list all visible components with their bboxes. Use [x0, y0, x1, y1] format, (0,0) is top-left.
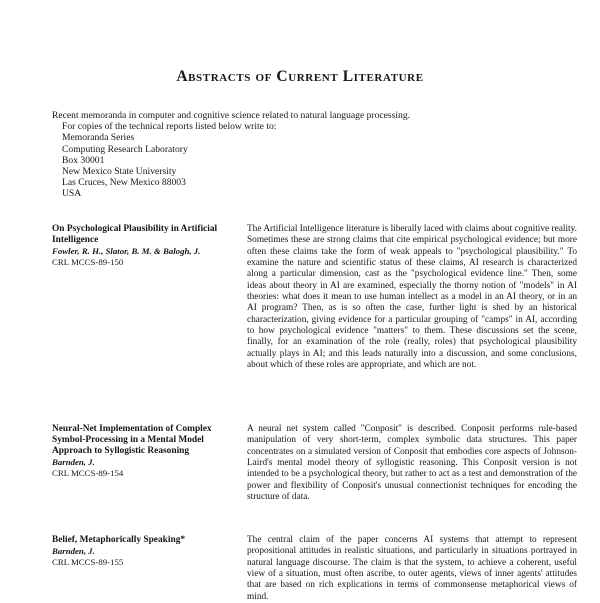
entry-citation — [52, 535, 242, 568]
entry-report-id: CRL MCCS-89-154 — [52, 468, 124, 478]
entry-abstract: The central claim of the paper concerns AI systems that attempt to represent propositional attitudes in realistic situations, and particularly in situations portrayed in natural language discourse. The claim is that the system, to achieve a coherent, useful view of a situation, must often ascribe, to outer agents, views of inner agents' attitudes that are based on rich explications in terms of commonsense metaphorical views of mind. — [247, 535, 577, 602]
entry-title: Neural-Net Implementation of Complex Symbol-Processing in a Mental Model Approach to Syllogistic Reasoning — [52, 424, 212, 456]
entry-abstract: The Artificial Intelligence literature is liberally laced with claims about cognitive reality. Sometimes these are strong claims that cite empirical psychological evidence; but more often these claims take the form of weak appeals to "psychological plausibility." To examine the nature and scientific status of these claims, AI research is characterized along a particular dimension, cast as the "psychological evidence line." Then, some ideas about theory in AI are examined, especially the thorny notion of "models" in AI theories: what does it mean to use human intellect as a model in an AI theory, or in an AI program? Then, as is so often the case, further light is shed by an historical characterization, giving evidence for a particular grouping of "camps" in AI, according to how psychological evidence "matters" to them. These discussions set the scene, finally, for an examination of the role (really, roles) that psychological plausibility actually plays in AI; and this leads naturally into a discussion, and some conclusions, about which of these roles are appropriate, and which are not. — [247, 224, 577, 371]
address-line: Las Cruces, New Mexico 88003 — [62, 177, 186, 189]
entry-authors: Barnden, J. — [52, 546, 95, 556]
entry-abstract: A neural net system called "Conposit" is described. Conposit performs rule-based manipulation of very short-term, complex symbolic data structures. This paper concentrates on a simulated version of Conposit that embodies core aspects of Johnson-Laird's mental model theory of syllogistic reasoning. This Conposit version is not intended to be a psychological theory, but rather to act as a test and demonstration of the power and flexibility of Conposit's unusual connectionist techniques for encoding the structure of data. — [247, 424, 577, 503]
address-line: Box 30001 — [62, 154, 105, 166]
entry-authors: Fowler, R. H., Slator, B. M. & Balogh, J. — [52, 246, 201, 256]
address-line: Memoranda Series — [62, 132, 135, 144]
address-line: For copies of the technical reports listed below write to: — [62, 121, 277, 133]
entry-report-id: CRL MCCS-89-150 — [52, 257, 124, 267]
mailing-address — [62, 121, 572, 199]
address-line: USA — [62, 188, 82, 200]
intro-lead: Recent memoranda in computer and cognitive science related to natural language processing. — [52, 110, 411, 121]
entry-title: On Psychological Plausibility in Artificial Intelligence — [52, 224, 218, 245]
entry-title: Belief, Metaphorically Speaking* — [52, 535, 186, 545]
entry-authors: Barnden, J. — [52, 457, 95, 467]
entry-citation — [52, 224, 242, 268]
intro-block — [52, 110, 572, 200]
address-line: New Mexico State University — [62, 166, 177, 178]
address-line: Computing Research Laboratory — [62, 143, 188, 155]
entry-citation — [52, 424, 242, 479]
entry-report-id: CRL MCCS-89-155 — [52, 557, 124, 567]
page-title: Abstracts of Current Literature — [176, 68, 424, 85]
